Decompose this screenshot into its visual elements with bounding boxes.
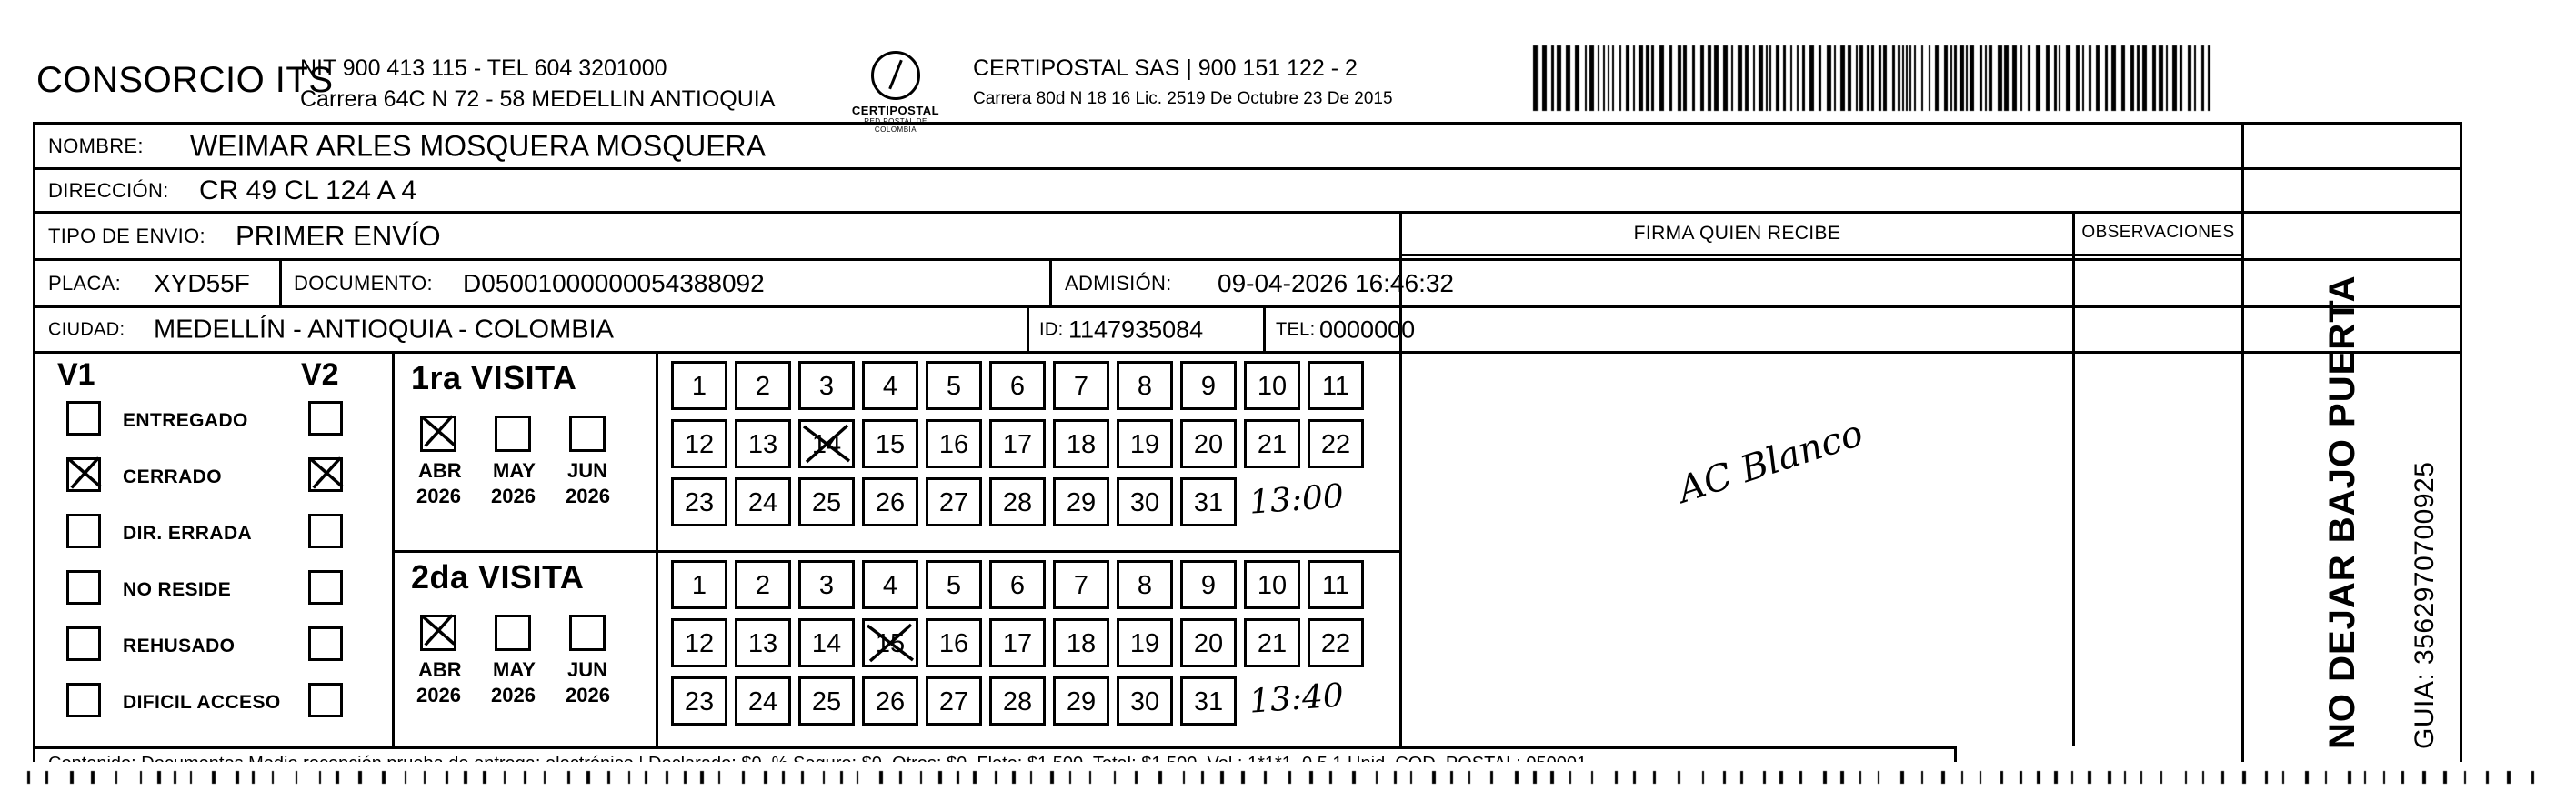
placa-label: PLACA: xyxy=(48,271,122,295)
company-address-line: Carrera 64C N 72 - 58 MEDELLIN ANTIOQUIA xyxy=(300,86,776,112)
checkbox-v1-entregado[interactable] xyxy=(66,401,101,436)
visit-month-column xyxy=(395,354,658,746)
month-name: JUN xyxy=(567,658,608,681)
day-box-17[interactable]: 17 xyxy=(989,419,1046,468)
company-contact xyxy=(300,53,775,115)
day-box-13[interactable]: 13 xyxy=(735,618,791,667)
day-box-24[interactable]: 24 xyxy=(735,477,791,526)
day-box-20[interactable]: 20 xyxy=(1180,419,1237,468)
month-name: ABR xyxy=(418,459,462,482)
day-box-31[interactable]: 31 xyxy=(1180,676,1237,726)
month-name: ABR xyxy=(418,658,462,681)
ciudad-value: MEDELLÍN - ANTIOQUIA - COLOMBIA xyxy=(154,315,614,344)
month-checkbox-may[interactable] xyxy=(495,615,531,651)
day-box-27[interactable]: 27 xyxy=(926,477,982,526)
documento-value: D05001000000054388092 xyxy=(463,268,765,297)
day-box-22[interactable]: 22 xyxy=(1308,618,1364,667)
day-box-12[interactable]: 12 xyxy=(671,419,727,468)
firma-title: FIRMA QUIEN RECIBE xyxy=(1633,223,1841,244)
visit-block-2 xyxy=(395,550,656,746)
visit-title: 2da VISITA xyxy=(411,558,585,596)
edge-marks xyxy=(0,762,2576,791)
day-box-2[interactable]: 2 xyxy=(735,361,791,410)
carrier-name-line: CERTIPOSTAL SAS | 900 151 122 - 2 xyxy=(973,55,1358,81)
checkbox-v1-dificil-acceso[interactable] xyxy=(66,683,101,717)
visit-block-1 xyxy=(395,354,656,550)
day-box-19[interactable]: 19 xyxy=(1117,618,1173,667)
visit-grid-area xyxy=(35,354,1399,746)
observaciones-title: OBSERVACIONES xyxy=(2081,223,2235,242)
status-row xyxy=(35,617,392,674)
day-box-10[interactable]: 10 xyxy=(1244,361,1300,410)
divider-admision xyxy=(1049,261,1052,305)
checkbox-v2-dir-errada[interactable] xyxy=(308,514,343,548)
day-box-21[interactable]: 21 xyxy=(1244,419,1300,468)
month-year: 2026 xyxy=(491,684,536,706)
check-x-icon xyxy=(418,411,458,451)
day-box-11[interactable]: 11 xyxy=(1308,361,1364,410)
status-label: REHUSADO xyxy=(123,636,236,656)
month-checkbox-abr[interactable] xyxy=(420,416,456,452)
day-x-mark-icon xyxy=(862,618,918,667)
checkbox-v1-rehusado[interactable] xyxy=(66,626,101,661)
barcode xyxy=(1528,44,2219,115)
check-x-icon xyxy=(65,453,105,493)
day-box-11[interactable]: 11 xyxy=(1308,560,1364,609)
status-row xyxy=(35,392,392,448)
day-box-6[interactable]: 6 xyxy=(989,560,1046,609)
divider-tel xyxy=(1263,308,1266,351)
day-box-9[interactable]: 9 xyxy=(1180,361,1237,410)
day-box-4[interactable]: 4 xyxy=(862,560,918,609)
logo-subtitle: RED POSTAL DE COLOMBIA xyxy=(864,117,927,134)
day-box-22[interactable]: 22 xyxy=(1308,419,1364,468)
no-dejar-text: NO DEJAR BAJO PUERTA xyxy=(2322,275,2362,749)
day-box-5[interactable]: 5 xyxy=(926,361,982,410)
day-box-2[interactable]: 2 xyxy=(735,560,791,609)
day-box-25[interactable]: 25 xyxy=(798,676,855,726)
day-box-20[interactable]: 20 xyxy=(1180,618,1237,667)
handwritten-hour: 13:40 xyxy=(1248,676,1346,721)
day-box-21[interactable]: 21 xyxy=(1244,618,1300,667)
status-row xyxy=(35,674,392,730)
status-column xyxy=(35,354,395,746)
day-box-6[interactable]: 6 xyxy=(989,361,1046,410)
day-box-3[interactable]: 3 xyxy=(798,560,855,609)
day-box-26[interactable]: 26 xyxy=(862,676,918,726)
checkbox-v2-entregado[interactable] xyxy=(308,401,343,436)
tel-label: TEL: xyxy=(1276,319,1316,339)
day-box-29[interactable]: 29 xyxy=(1053,477,1109,526)
logo-name: CERTIPOSTAL xyxy=(851,104,940,117)
day-box-23[interactable]: 23 xyxy=(671,676,727,726)
month-year: 2026 xyxy=(566,684,610,706)
day-box-16[interactable]: 16 xyxy=(926,618,982,667)
direccion-value: CR 49 CL 124 A 4 xyxy=(199,175,417,205)
day-box-28[interactable]: 28 xyxy=(989,676,1046,726)
day-box-9[interactable]: 9 xyxy=(1180,560,1237,609)
check-x-icon xyxy=(306,453,346,493)
guia-vertical-wrap xyxy=(2410,462,2441,749)
carrier-address-line: Carrera 80d N 18 16 Lic. 2519 De Octubre 23 De 2015 xyxy=(973,89,1393,108)
day-box-15[interactable]: 15 xyxy=(862,419,918,468)
day-box-4[interactable]: 4 xyxy=(862,361,918,410)
status-row xyxy=(35,561,392,617)
tipo-value: PRIMER ENVÍO xyxy=(236,219,441,252)
status-row xyxy=(35,448,392,505)
checkbox-v1-dir-errada[interactable] xyxy=(66,514,101,548)
month-year: 2026 xyxy=(491,485,536,507)
tipo-label: TIPO DE ENVIO: xyxy=(48,224,205,247)
day-box-28[interactable]: 28 xyxy=(989,477,1046,526)
day-box-8[interactable]: 8 xyxy=(1117,361,1173,410)
row-direccion xyxy=(35,170,2460,214)
label-body xyxy=(33,122,2462,769)
signature-mark: AC Blanco xyxy=(1673,412,1869,512)
status-label: DIFICIL ACCESO xyxy=(123,692,281,713)
day-x-mark-icon xyxy=(798,419,855,468)
company-name: CONSORCIO ITS xyxy=(36,60,334,100)
checkbox-v2-dificil-acceso[interactable] xyxy=(308,683,343,717)
no-dejar-text-wrap xyxy=(2322,275,2363,749)
ciudad-label: CIUDAD: xyxy=(48,319,125,339)
day-box-7[interactable]: 7 xyxy=(1053,560,1109,609)
no-dejar-bajo-puerta-column xyxy=(2241,122,2460,766)
status-label: ENTREGADO xyxy=(123,410,248,431)
status-list xyxy=(35,392,392,730)
day-box-23[interactable]: 23 xyxy=(671,477,727,526)
guia-vertical-text: GUIA: 3562970700925 xyxy=(2410,461,2440,749)
month-checkbox-abr[interactable] xyxy=(420,615,456,651)
observaciones-title-divider xyxy=(2075,254,2241,256)
id-label: ID: xyxy=(1039,319,1064,339)
day-box-27[interactable]: 27 xyxy=(926,676,982,726)
day-box-10[interactable]: 10 xyxy=(1244,560,1300,609)
documento-label: DOCUMENTO: xyxy=(294,271,433,295)
month-checkbox-jun[interactable] xyxy=(569,615,606,651)
tel-value: 0000000 xyxy=(1319,315,1416,343)
month-checkbox-jun[interactable] xyxy=(569,416,606,452)
day-box-30[interactable]: 30 xyxy=(1117,477,1173,526)
day-box-1[interactable]: 1 xyxy=(671,560,727,609)
day-box-26[interactable]: 26 xyxy=(862,477,918,526)
admision-label: ADMISIÓN: xyxy=(1065,271,1172,295)
day-box-12[interactable]: 12 xyxy=(671,618,727,667)
days-column xyxy=(658,354,1399,746)
day-box-14[interactable]: 14 xyxy=(798,618,855,667)
row-nombre xyxy=(35,125,2460,170)
status-label: DIR. ERRADA xyxy=(123,523,253,544)
nombre-value: WEIMAR ARLES MOSQUERA MOSQUERA xyxy=(190,129,766,162)
day-box-7[interactable]: 7 xyxy=(1053,361,1109,410)
footer-divider xyxy=(35,746,1954,749)
checkbox-v2-no-reside[interactable] xyxy=(308,570,343,605)
firma-column[interactable] xyxy=(1399,214,2072,746)
day-box-16[interactable]: 16 xyxy=(926,419,982,468)
month-year: 2026 xyxy=(566,485,610,507)
day-box-30[interactable]: 30 xyxy=(1117,676,1173,726)
v2-header: V2 xyxy=(301,357,339,392)
day-box-15[interactable]: 15 xyxy=(862,618,918,667)
day-box-1[interactable]: 1 xyxy=(671,361,727,410)
day-box-29[interactable]: 29 xyxy=(1053,676,1109,726)
id-value: 1147935084 xyxy=(1068,315,1204,343)
day-grid-visit-2 xyxy=(658,550,1399,746)
firma-title-divider xyxy=(1402,254,2072,256)
logo-mark-icon xyxy=(871,51,920,100)
divider-id xyxy=(1027,308,1029,351)
nombre-label: NOMBRE: xyxy=(48,134,144,157)
day-box-5[interactable]: 5 xyxy=(926,560,982,609)
status-label: CERRADO xyxy=(123,466,222,487)
v1-header: V1 xyxy=(57,357,95,392)
checkbox-v2-cerrado[interactable] xyxy=(308,457,343,492)
day-box-8[interactable]: 8 xyxy=(1117,560,1173,609)
day-box-19[interactable]: 19 xyxy=(1117,419,1173,468)
company-nit-line: NIT 900 413 115 - TEL 604 3201000 xyxy=(300,55,667,81)
status-row xyxy=(35,505,392,561)
day-box-18[interactable]: 18 xyxy=(1053,618,1109,667)
handwritten-hour: 13:00 xyxy=(1248,477,1346,522)
direccion-label: DIRECCIÓN: xyxy=(48,178,169,202)
day-box-3[interactable]: 3 xyxy=(798,361,855,410)
placa-value: XYD55F xyxy=(154,268,250,297)
day-box-18[interactable]: 18 xyxy=(1053,419,1109,468)
checkbox-v1-cerrado[interactable] xyxy=(66,457,101,492)
day-box-17[interactable]: 17 xyxy=(989,618,1046,667)
day-box-25[interactable]: 25 xyxy=(798,477,855,526)
label-header xyxy=(27,35,2546,134)
checkbox-v1-no-reside[interactable] xyxy=(66,570,101,605)
admision-value: 09-04-2026 16:46:32 xyxy=(1218,268,1454,297)
day-box-31[interactable]: 31 xyxy=(1180,477,1237,526)
month-year: 2026 xyxy=(416,684,461,706)
observaciones-column[interactable] xyxy=(2072,214,2241,746)
carrier-info xyxy=(973,53,1393,115)
day-box-13[interactable]: 13 xyxy=(735,419,791,468)
month-name: JUN xyxy=(567,459,608,482)
status-label: NO RESIDE xyxy=(123,579,232,600)
visit-title: 1ra VISITA xyxy=(411,359,577,396)
day-grid-visit-1 xyxy=(658,354,1399,550)
month-name: MAY xyxy=(493,658,536,681)
check-x-icon xyxy=(418,610,458,650)
month-year: 2026 xyxy=(416,485,461,507)
checkbox-v2-rehusado[interactable] xyxy=(308,626,343,661)
month-checkbox-may[interactable] xyxy=(495,416,531,452)
day-box-14[interactable]: 14 xyxy=(798,419,855,468)
month-name: MAY xyxy=(493,459,536,482)
divider-placa xyxy=(279,261,282,305)
day-box-24[interactable]: 24 xyxy=(735,676,791,726)
